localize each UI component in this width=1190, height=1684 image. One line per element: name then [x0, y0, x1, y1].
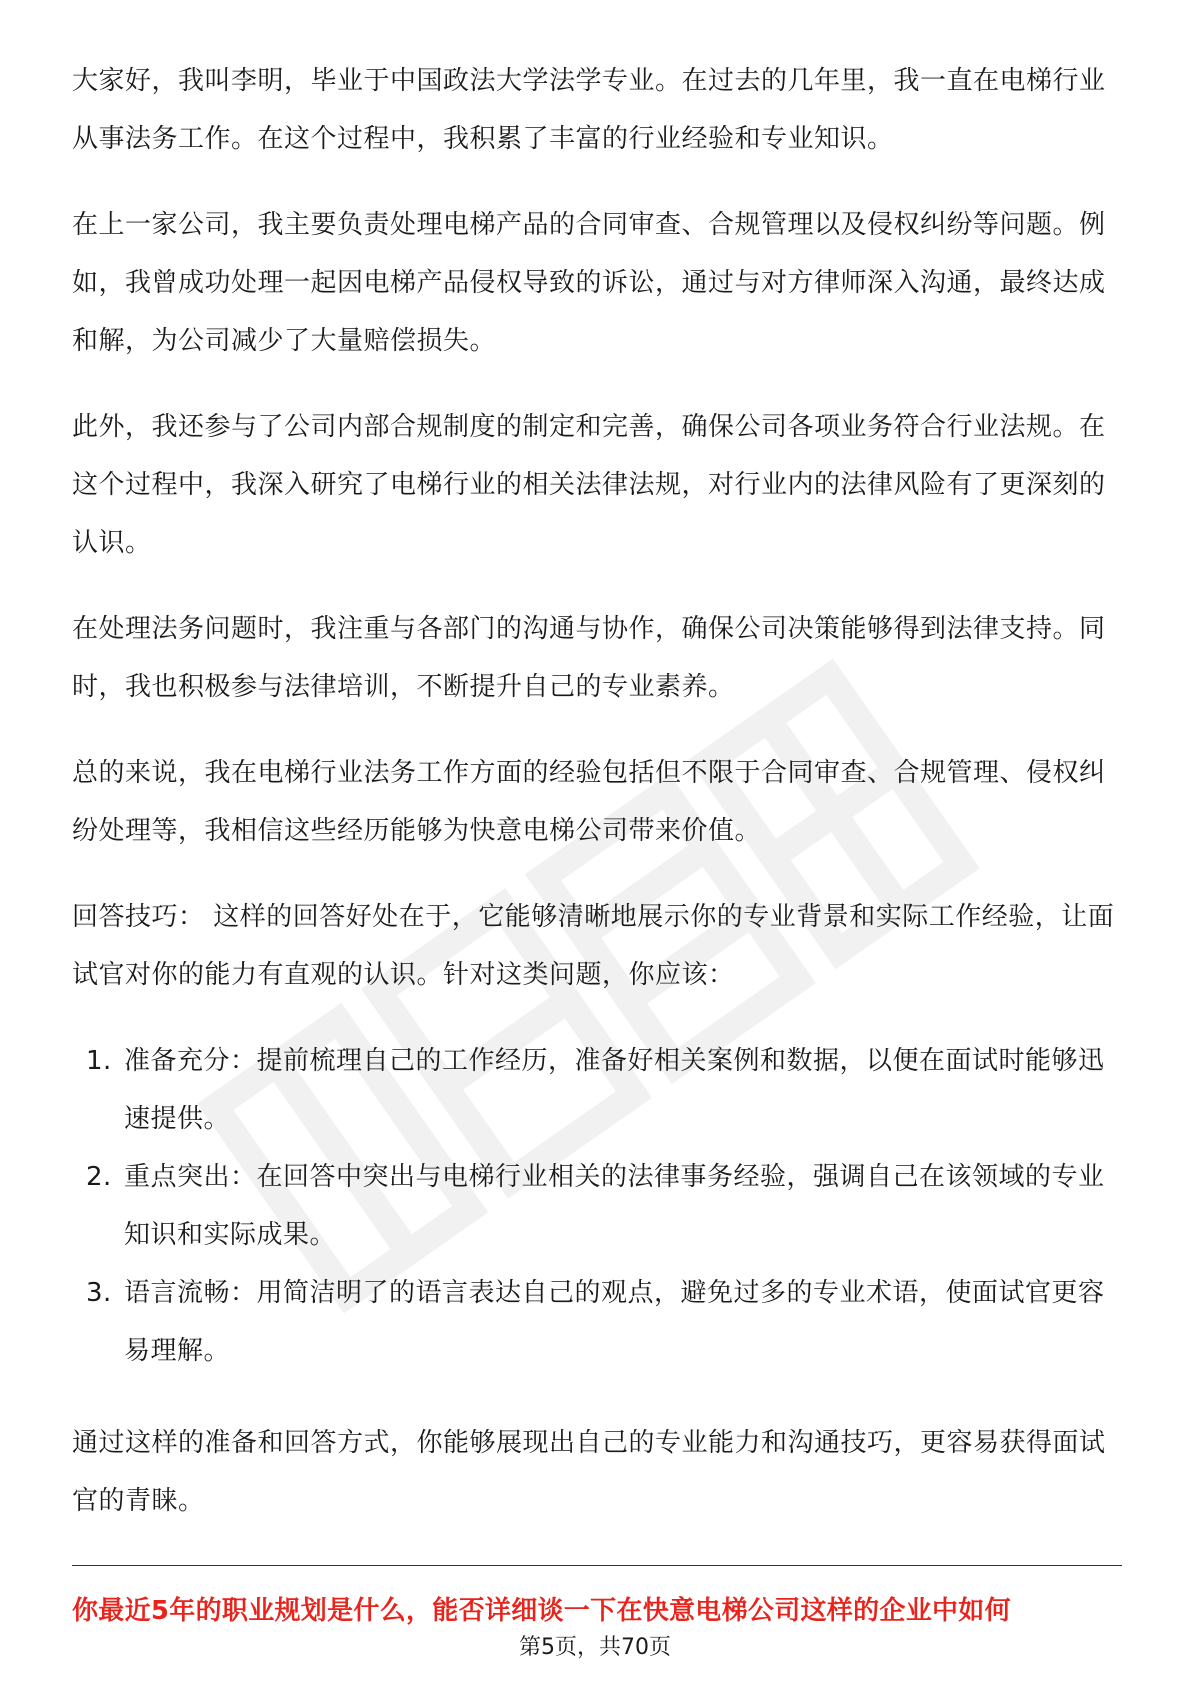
next-question-heading: 你最近5年的职业规划是什么，能否详细谈一下在快意电梯公司这样的企业中如何 [72, 1596, 1011, 1626]
document-body [72, 52, 1122, 1558]
list-item-text: 准备充分：提前梳理自己的工作经历，准备好相关案例和数据，以便在面试时能够迅速提供。 [124, 1046, 1105, 1134]
page-number: 第5页，共70页 [519, 1635, 671, 1660]
list-item-number: 2. [86, 1162, 112, 1192]
list-item [72, 1264, 1122, 1380]
paragraph-communication: 在处理法务问题时，我注重与各部门的沟通与协作，确保公司决策能够得到法律支持。同时，我也积极参与法律培训，不断提升自己的专业素养。 [72, 614, 1106, 702]
list-item [72, 1148, 1122, 1264]
paragraph-summary: 总的来说，我在电梯行业法务工作方面的经验包括但不限于合同审查、合规管理、侵权纠纷处理等，我相信这些经历能够为快意电梯公司带来价值。 [72, 758, 1106, 846]
list-item [72, 1032, 1122, 1148]
paragraph-previous-company: 在上一家公司，我主要负责处理电梯产品的合同审查、合规管理以及侵权纠纷等问题。例如，我曾成功处理一起因电梯产品侵权导致的诉讼，通过与对方律师深入沟通，最终达成和解，为公司减少了大量赔偿损失。 [72, 210, 1106, 356]
section-divider [72, 1565, 1122, 1566]
list-item-text: 重点突出：在回答中突出与电梯行业相关的法律事务经验，强调自己在该领域的专业知识和实际成果。 [124, 1162, 1105, 1250]
list-item-text: 语言流畅：用简洁明了的语言表达自己的观点，避免过多的专业术语，使面试官更容易理解。 [124, 1278, 1105, 1366]
list-item-number: 3. [86, 1278, 112, 1308]
paragraph-closing: 通过这样的准备和回答方式，你能够展现出自己的专业能力和沟通技巧，更容易获得面试官的青睐。 [72, 1428, 1106, 1516]
tips-list [72, 1032, 1122, 1380]
list-item-number: 1. [86, 1046, 112, 1076]
paragraph-compliance: 此外，我还参与了公司内部合规制度的制定和完善，确保公司各项业务符合行业法规。在这个过程中，我深入研究了电梯行业的相关法律法规，对行业内的法律风险有了更深刻的认识。 [72, 412, 1106, 558]
paragraph-intro: 大家好，我叫李明，毕业于中国政法大学法学专业。在过去的几年里，我一直在电梯行业从事法务工作。在这个过程中，我积累了丰富的行业经验和专业知识。 [72, 66, 1106, 154]
paragraph-answer-tips: 回答技巧： 这样的回答好处在于，它能够清晰地展示你的专业背景和实际工作经验，让面试官对你的能力有直观的认识。针对这类问题，你应该： [72, 902, 1115, 990]
